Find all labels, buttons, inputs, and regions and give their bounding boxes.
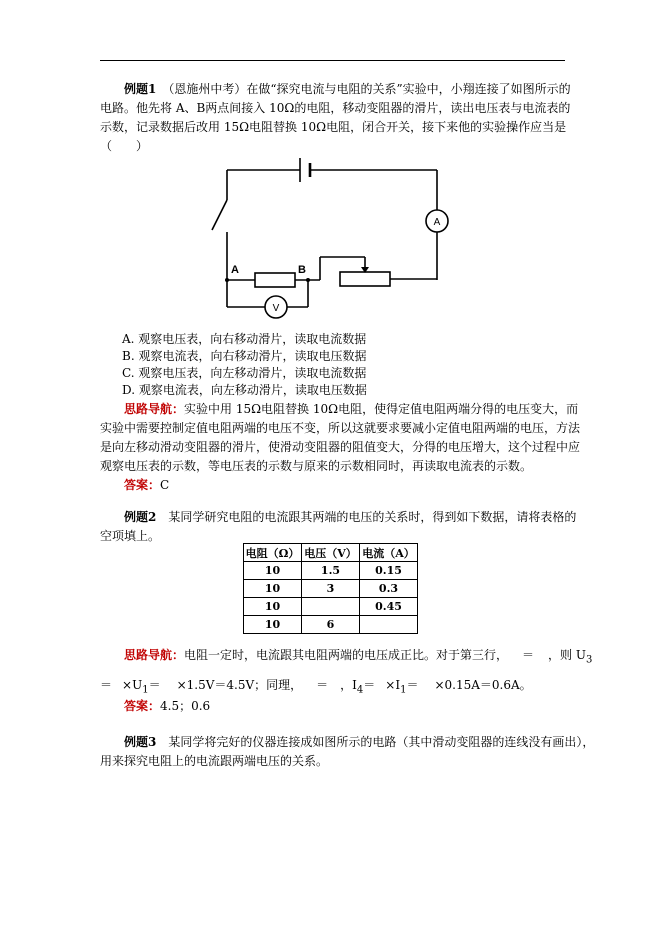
example-3-line-2: 用来探究电阻上的电流跟两端电压的关系。 [100,754,329,768]
example-1-label: 例题1 [124,82,157,96]
table-cell [360,616,418,634]
table-cell: 10 [244,598,302,616]
example-3-line-1: 某同学将完好的仪器连接成如图所示的电路（其中滑动变阻器的连线没有画出）， [168,735,595,749]
fixed-resistor [255,273,295,287]
example-1-line-2: 电路。他先将 A、B两点间接入 10Ω的电阻，移动变阻器的滑片，读出电压表与电流表的 [100,101,571,115]
point-a-label: A [231,264,239,276]
header-rule [100,60,565,61]
example-3-question [100,733,595,771]
example-2-line-1: 某同学研究电阻的电流跟其两端的电压的关系时，得到如下数据，请将表格的 [168,510,577,524]
example-1-hint-line-3: 是向左移动滑动变阻器的滑片，使滑动变阻器的阻值变大，分得的电压增大，这个过程中应 [100,440,581,454]
example-1-hint [100,400,581,495]
example-1-answer-label: 答案： [124,478,161,492]
circuit-diagram [200,150,450,330]
table-cell: 1.5 [302,562,360,580]
example-2-answer: 4.5；0.6 [160,699,211,713]
example-1-hint-label: 思路导航： [124,402,185,416]
option-d[interactable]: D. 观察电流表，向左移动滑片，读取电压数据 [122,383,367,397]
example-2-hint-line-2: ＝ $\times U_1= \times 1.5V=4.5V$；同理， ＝ ，$I_4= \times I_1= \times 0.15A=0.6A$。 [100,678,532,696]
data-table [243,543,418,634]
table-row [244,580,418,598]
option-b[interactable]: B. 观察电流表，向右移动滑片，读取电压数据 [122,349,367,363]
example-1-line-3: 示数，记录数据后改用 15Ω电阻替换 10Ω电阻，闭合开关，接下来他的实验操作应当是 [100,120,567,134]
table-header-cell: 电流（A） [360,544,418,562]
option-c[interactable]: C. 观察电压表，向左移动滑片，读取电流数据 [122,366,367,380]
example-1-hint-line-1: 实验中用 15Ω电阻替换 10Ω电阻，使得定值电阻两端分得的电压变大，而 [184,402,579,416]
example-2-label: 例题2 [124,510,157,524]
voltmeter-label: V [272,303,280,314]
example-2-hint-line-1: 思路导航：电阻一定时，电流跟其电阻两端的电压成正比。对于第三行， ＝ ，则 $U_3$ [124,648,593,666]
example-1-hint-line-2: 实验中需要控制定值电阻两端的电压不变，所以这就要求要减小定值电阻两端的电压，方法 [100,421,581,435]
example-1-line-4: （ ） [100,139,149,153]
table-header-cell: 电压（V） [302,544,360,562]
example-2-hint-label: 思路导航： [124,648,185,662]
sliding-rheostat [340,272,390,286]
example-1-hint-line-4: 观察电压表的示数，等电压表的示数与原来的示数相同时，再读取电流表的示数。 [100,459,533,473]
example-1-answer: C [160,478,170,492]
example-2-answer-label: 答案： [124,699,161,713]
ammeter-label: A [433,217,441,228]
example-1-line-1: （恩施州中考）在做“探究电流与电阻的关系”实验中，小翔连接了如图所示的 [168,82,571,96]
point-b-label: B [298,264,306,276]
table-cell: 0.15 [360,562,418,580]
table-cell: 6 [302,616,360,634]
table-row [244,616,418,634]
example-2-answer-line [124,697,210,716]
example-2-line-2: 空项填上。 [100,529,161,543]
table-header-row [244,544,418,562]
table-row [244,562,418,580]
table-cell [302,598,360,616]
example-2-question [100,508,577,546]
table-cell: 10 [244,616,302,634]
table-cell: 10 [244,562,302,580]
switch-blade [212,200,227,230]
table-cell: 3 [302,580,360,598]
example-1-question [100,80,571,156]
table-header-cell: 电阻（Ω） [244,544,302,562]
table-row [244,598,418,616]
example-3-label: 例题3 [124,735,157,749]
table-cell: 0.3 [360,580,418,598]
option-a[interactable]: A. 观察电压表，向右移动滑片，读取电流数据 [122,332,367,346]
table-cell: 10 [244,580,302,598]
table-cell: 0.45 [360,598,418,616]
